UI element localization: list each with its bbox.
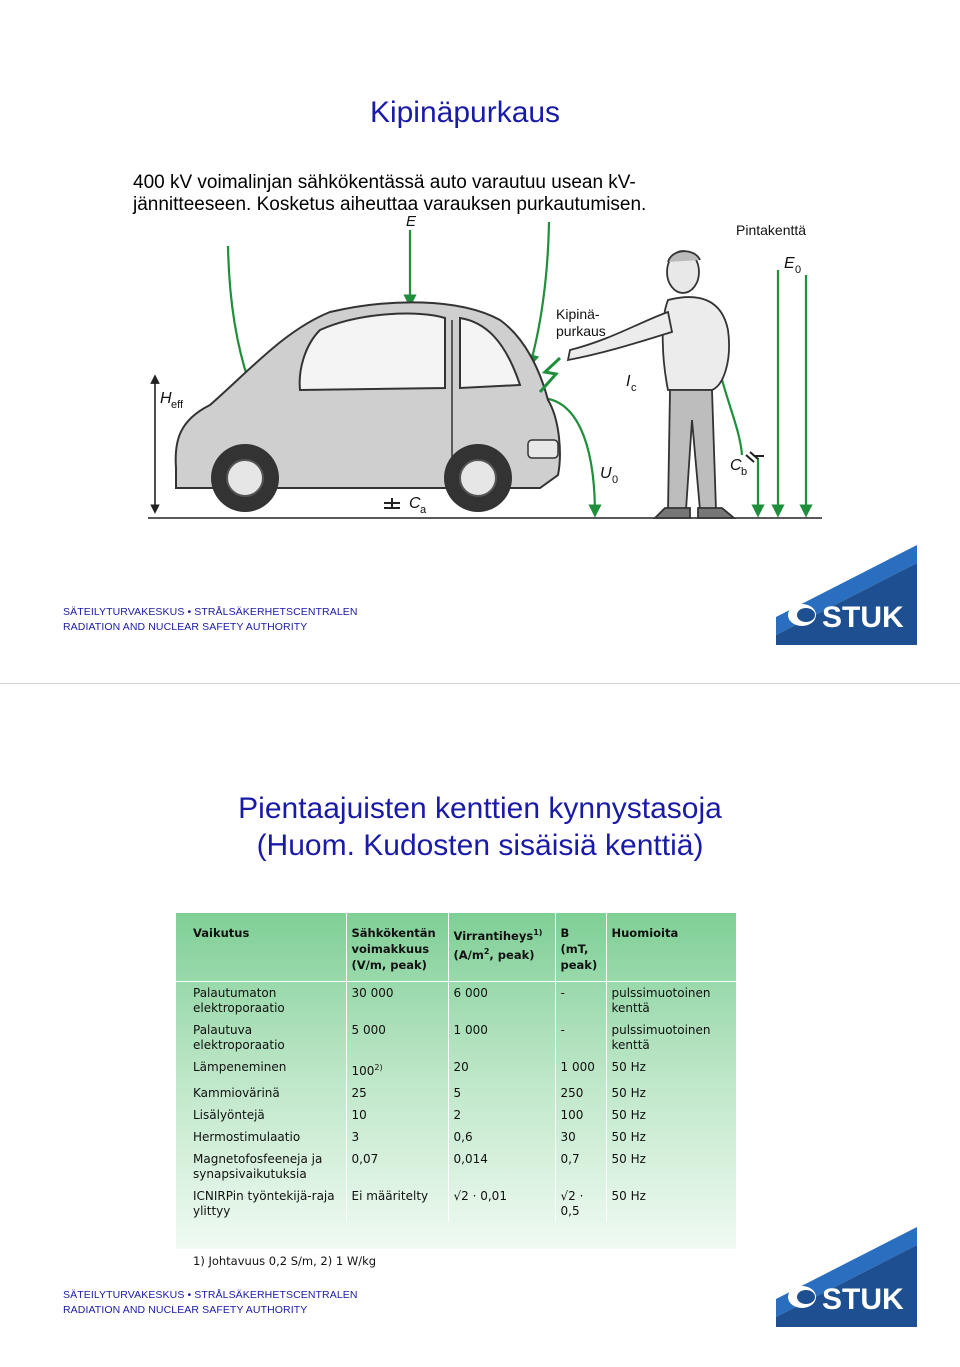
slide-thresholds: [0, 684, 960, 1367]
svg-text:STUK: STUK: [822, 1283, 904, 1316]
table-row: Magnetofosfeeneja ja synapsivaikutuksia 0,07 0,014 0,7 50 Hz: [176, 1148, 736, 1185]
label-ic-sub: c: [631, 382, 637, 394]
slide-title: Kipinäpurkaus: [369, 96, 561, 129]
table-row: Palautumaton elektroporaatio 30 000 6 000 - pulssimuotoinen kenttä: [176, 982, 736, 1020]
spark-bolt: [540, 358, 560, 392]
threshold-table-panel: [176, 913, 736, 1249]
table-row: Lisälyöntejä 10 2 100 50 Hz: [176, 1104, 736, 1126]
label-heff-sub: eff: [171, 399, 184, 411]
label-u0-sub: 0: [612, 474, 619, 486]
table-row: Lämpeneminen 100$^{2)}$ 20 1 000 50 Hz: [176, 1056, 736, 1082]
header-b-field: B (mT, peak): [555, 913, 606, 982]
label-kipina-1: Kipinä-: [556, 306, 600, 322]
table-row: ICNIRPin työntekijä-raja ylittyy Ei määritelty √2 · 0,01 √2 · 0,5 50 Hz: [176, 1185, 736, 1222]
label-e: E: [406, 213, 417, 230]
footer-line-1: SÄTEILYTURVAKESKUS • STRÅLSÄKERHETSCENTRALEN: [63, 1289, 358, 1301]
stuk-logo: [776, 545, 917, 645]
capacitor-cb: [746, 452, 764, 462]
intro-text: 400 kV voimalinjan sähkökentässä auto varautuu usean kV-jännitteeseen. Kosketus aiheuttaa varauksen purkautumisen.: [133, 172, 647, 215]
footer-line-1: SÄTEILYTURVAKESKUS • STRÅLSÄKERHETSCENTRALEN: [63, 606, 358, 618]
threshold-table: [176, 913, 736, 1222]
sqrt-symbol: √: [453, 1189, 462, 1203]
label-pintakentta: Pintakenttä: [736, 222, 807, 238]
footer-org: [63, 605, 358, 635]
slide-spark-discharge: [0, 0, 960, 683]
table-row: Kammiovärinä 25 5 250 50 Hz: [176, 1082, 736, 1104]
table-footnote: 1) Johtavuus 0,2 S/m, 2) 1 W/kg: [193, 1254, 377, 1268]
header-notes: Huomioita: [606, 913, 736, 982]
label-u0: U: [600, 465, 612, 482]
label-ic: I: [626, 373, 631, 390]
table-row: Hermostimulaatio 3 0,6 30 50 Hz: [176, 1126, 736, 1148]
table-row: Palautuva elektroporaatio 5 000 1 000 - pulssimuotoinen kenttä: [176, 1019, 736, 1056]
stuk-logo: [776, 1227, 917, 1327]
header-e-field: Sähkökentän voimakkuus (V/m, peak): [346, 913, 448, 982]
title-line-1: Pientaajuisten kenttien kynnystasoja: [238, 792, 722, 825]
table-header-row: [176, 913, 736, 982]
label-ca: C: [409, 495, 421, 512]
header-current-density: Virrantiheys$^{1)}$ ($A/m^2$, peak): [448, 913, 555, 982]
label-e0: E: [784, 255, 795, 272]
label-heff: H: [160, 390, 172, 407]
label-kipina-2: purkaus: [556, 323, 606, 339]
footer-line-2: RADIATION AND NUCLEAR SAFETY AUTHORITY: [63, 1304, 308, 1316]
label-cb-sub: b: [741, 466, 748, 478]
svg-text:STUK: STUK: [822, 601, 904, 634]
car: [176, 302, 560, 512]
label-ca-sub: a: [420, 504, 427, 516]
slide-title: [0, 790, 960, 864]
capacitor-ca: [384, 498, 400, 508]
header-vaikutus: Vaikutus: [193, 926, 250, 940]
footer-line-2: RADIATION AND NUCLEAR SAFETY AUTHORITY: [63, 621, 308, 633]
label-cb: C: [730, 457, 742, 474]
title-line-2: (Huom. Kudosten sisäisiä kenttiä): [256, 829, 704, 862]
sqrt-symbol: √: [560, 1189, 569, 1203]
footer-org: [63, 1288, 358, 1318]
label-e0-sub: 0: [795, 264, 802, 276]
